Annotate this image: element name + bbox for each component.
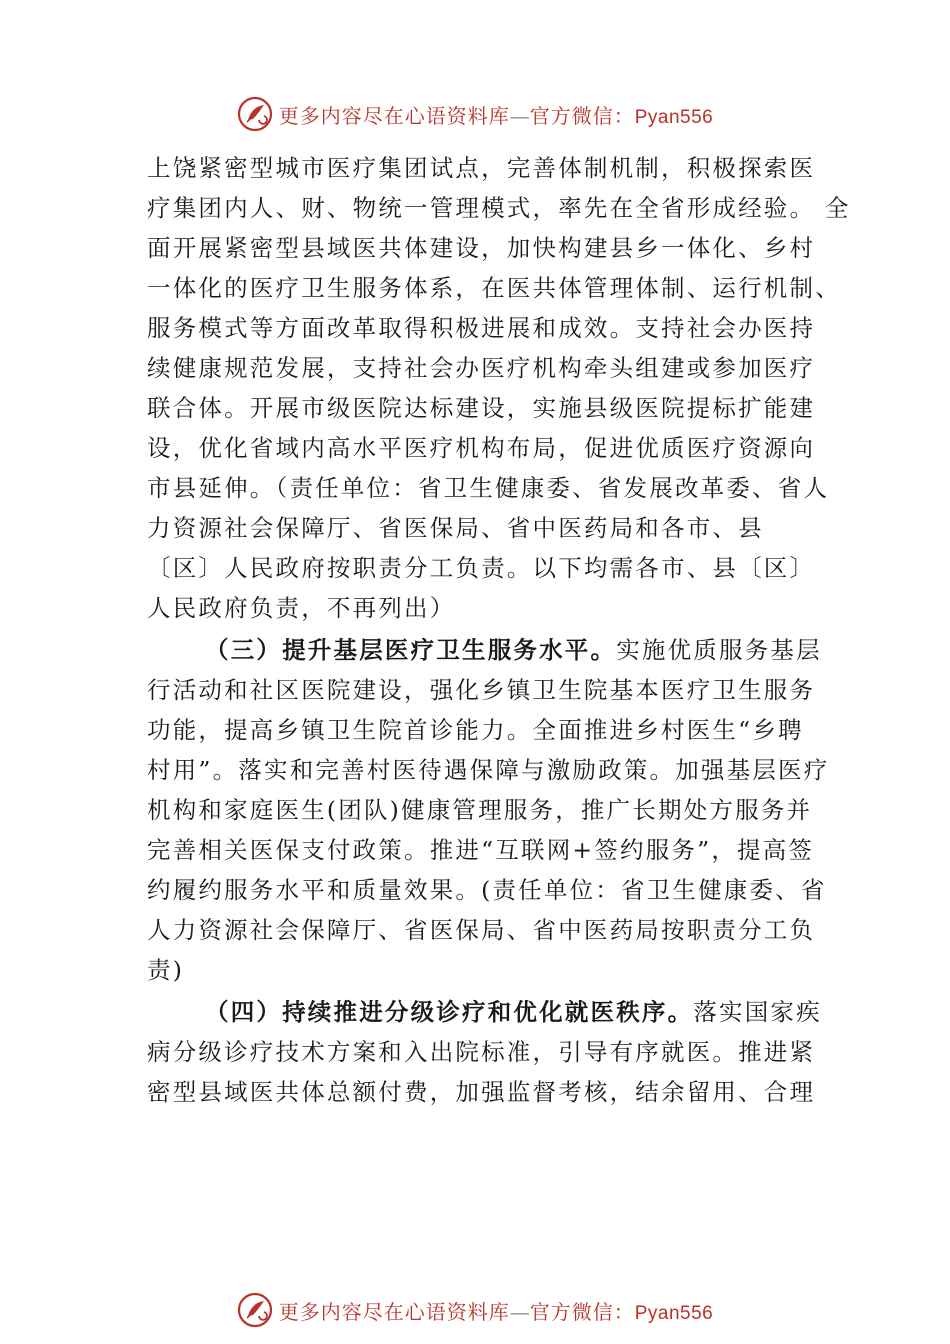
footer-watermark-banner [0, 1290, 950, 1330]
text-line: 机构和家庭医生(团队)健康管理服务，推广长期处方服务并 [147, 796, 813, 824]
text-line: 联合体。开展市级医院达标建设，实施县级医院提标扩能建 [147, 394, 816, 422]
banner-wechat-id: Pyan556 [634, 106, 714, 128]
text-line: 面开展紧密型县域医共体建设，加快构建县乡一体化、乡村 [147, 234, 816, 262]
text-line: 行活动和社区医院建设，强化乡镇卫生院基本医疗卫生服务 [147, 676, 816, 704]
section-three-heading: （三）提升基层医疗卫生服务水平。 [205, 636, 617, 664]
section-four-first-line [147, 992, 827, 1032]
text-line: 人力资源社会保障厅、省医保局、省中医药局按职责分工负 [147, 916, 816, 944]
text-line: 完善相关医保支付政策。推进“互联网+签约服务”，提高签 [147, 836, 815, 864]
text-line: 人民政府负责，不再列出） [147, 594, 456, 622]
section-four-lead-text: 落实国家疾 [693, 998, 822, 1026]
banner-wechat-label: 官方微信： [529, 1299, 635, 1324]
text-line: 力资源社会保障厅、省医保局、省中医药局和各市、县 [147, 514, 764, 542]
text-line: 功能，提高乡镇卫生院首诊能力。全面推进乡村医生“乡聘 [147, 716, 804, 744]
banner-wechat-label: 官方微信： [529, 103, 635, 128]
text-line: 服务模式等方面改革取得积极进展和成效。支持社会办医持 [147, 314, 816, 342]
banner-separator: — [509, 103, 530, 128]
banner-main-text: 更多内容尽在心语资料库 [278, 103, 510, 128]
section-three [147, 630, 830, 990]
document-body [147, 148, 851, 1112]
brand-logo-icon [237, 1292, 273, 1328]
text-line: 〔区〕人民政府按职责分工负责。以下均需各市、县〔区〕 [147, 554, 816, 582]
banner-text [279, 100, 714, 129]
banner-text [279, 1296, 714, 1325]
banner-wechat-id: Pyan556 [634, 1302, 714, 1324]
text-line: 密型县域医共体总额付费，加强监督考核，结余留用、合理 [147, 1078, 816, 1106]
text-line: 市县延伸。（责任单位：省卫生健康委、省发展改革委、省人 [147, 474, 830, 502]
banner-main-text: 更多内容尽在心语资料库 [278, 1299, 510, 1324]
section-three-first-line [147, 630, 827, 670]
text-line: 村用”。落实和完善村医待遇保障与激励政策。加强基层医疗 [147, 756, 830, 784]
banner-separator: — [509, 1299, 530, 1324]
text-line: 约履约服务水平和质量效果。(责任单位：省卫生健康委、省 [147, 876, 827, 904]
text-line: 病分级诊疗技术方案和入出院标准，引导有序就医。推进紧 [147, 1038, 816, 1066]
text-line: 设，优化省域内高水平医疗机构布局，促进优质医疗资源向 [147, 434, 816, 462]
brand-logo-icon [237, 96, 273, 132]
header-watermark-banner [0, 94, 950, 134]
text-line: 疗集团内人、财、物统一管理模式，率先在全省形成经验。 全 [147, 194, 851, 222]
section-four [147, 992, 827, 1112]
section-three-lead-text: 实施优质服务基层 [616, 636, 822, 664]
text-line: 责) [147, 956, 185, 984]
section-four-heading: （四）持续推进分级诊疗和优化就医秩序。 [205, 998, 694, 1026]
text-line: 续健康规范发展，支持社会办医疗机构牵头组建或参加医疗 [147, 354, 816, 382]
paragraph-continuation [147, 148, 851, 628]
text-line: 一体化的医疗卫生服务体系，在医共体管理体制、运行机制、 [147, 274, 841, 302]
text-line: 上饶紧密型城市医疗集团试点，完善体制机制，积极探索医 [147, 154, 816, 182]
